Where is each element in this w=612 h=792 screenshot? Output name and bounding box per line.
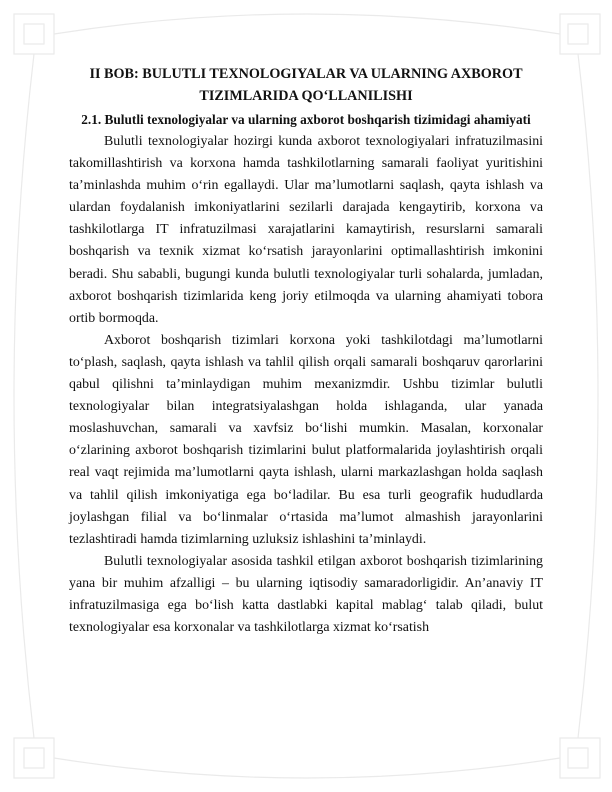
document-body (69, 63, 543, 639)
paragraph: Bulutli texnologiyalar hozirgi kunda axborot texnologiyalari infratuzilmasini takomillashtirish va korxona hamda tashkilotlarning samarali faoliyat yuritishini ta’minlashda muhim o‘rin egallaydi. Ular ma’lumotlarni saqlash, qayta ishlash va ulardan foydalanish imkoniyatlarini sezilarli darajada kengaytirib, korxona va tashkilotlarga IT infratuzilmasi xarajatlarini kamaytirish, resurslarni samarali boshqarish va texnik xizmat ko‘rsatish jarayonlarini optimallashtirish imkonini beradi. Shu sababli, bugungi kunda bulutli texnologiyalar turli sohalarda, jumladan, axborot boshqarish tizimlarida keng joriy etilmoqda va ularning ahamiyati tobora ortib bormoqda. (69, 134, 543, 326)
chapter-title: II BOB: BULUTLI TEXNOLOGIYALAR VA ULARNING AXBOROT TIZIMLARIDA QO‘LLANILISHI (89, 66, 523, 104)
paragraph: Axborot boshqarish tizimlari korxona yoki tashkilotdagi ma’lumotlarni to‘plash, saqlash, qayta ishlash va tahlil qilish orqali samarali boshqaruv qarorlarini qabul qilishni ta’minlaydigan muhim mexanizmdir. Ushbu tizimlar bulutli texnologiyalar bilan integratsiyalashgan holda ishlaganda, ular yanada moslashuvchan, samarali va xavfsiz bo‘lishi mumkin. Masalan, korxonalar o‘zlarining axborot boshqarish tizimlarini bulut platformalarida joylashtirish orqali real vaqt rejimida ma’lumotlarni qayta ishlash, ularni markazlashgan holda saqlash va tahlil qilish imkoniyatiga ega bo‘ladilar. Bu esa turli geografik hududlarda joylashgan filial va bo‘linmalar o‘rtasida ma’lumot almashish jarayonlarini tezlashtiradi hamda tizimlarning uzluksiz ishlashini ta’minlaydi. (69, 332, 543, 547)
paragraph: Bulutli texnologiyalar asosida tashkil etilgan axborot boshqarish tizimlarining yana bir muhim afzalligi – bu ularning iqtisodiy samaradorligidir. An’anaviy IT infratuzilmasiga ega bo‘lish katta dastlabki kapital mablag‘ talab qiladi, bulut texnologiyalar esa korxonalar va tashkilotlarga xizmat ko‘rsatish (69, 553, 543, 636)
section-title: 2.1. Bulutli texnologiyalar va ularning axborot boshqarish tizimidagi ahamiyati (81, 112, 531, 127)
